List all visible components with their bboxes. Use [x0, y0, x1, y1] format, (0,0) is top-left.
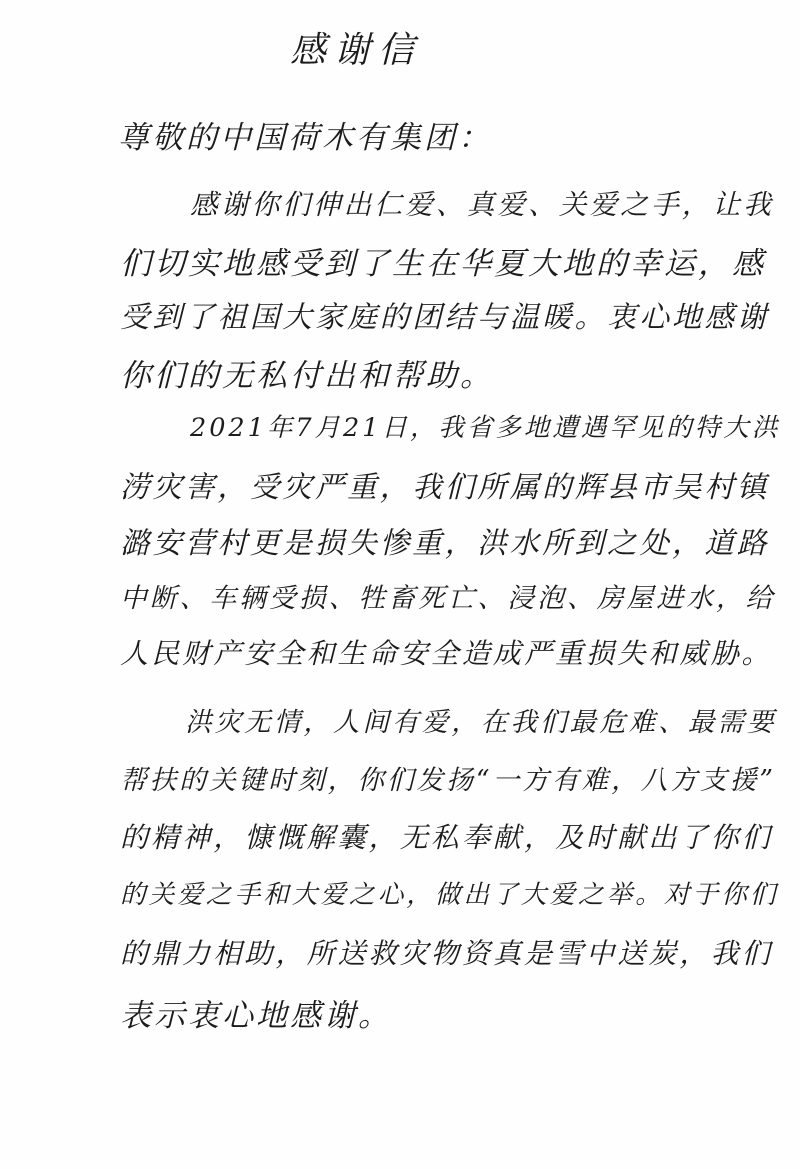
body-line: 的精神，慷慨解囊，无私奉献，及时献出了你们 [120, 821, 773, 854]
body-line: 的关爱之手和大爱之心，做出了大爱之举。对于你们 [120, 880, 779, 910]
body-line: 们切实地感受到了生在华夏大地的幸运，感 [120, 246, 766, 282]
body-line: 你们的无私付出和帮助。 [120, 358, 494, 394]
body-line: 感谢你们伸出仁爱、真爱、关爱之手，让我 [190, 188, 774, 221]
body-line: 洪灾无情，人间有爱，在我们最危难、最需要 [185, 707, 777, 738]
body-line: 帮扶的关键时刻，你们发扬“一方有难，八方支援” [120, 765, 777, 796]
body-line: 潞安营村更是损失惨重，洪水所到之处，道路 [120, 526, 770, 560]
body-line: 涝灾害，受灾严重，我们所属的辉县市吴村镇 [120, 470, 770, 504]
body-line: 中断、车辆受损、牲畜死亡、浸泡、房屋进水，给 [120, 583, 776, 614]
body-line: 人民财产安全和生命安全造成严重损失和威胁。 [120, 637, 773, 670]
letter-salutation: 尊敬的中国荷木有集团： [118, 120, 492, 156]
body-line: 的鼎力相助，所送救灾物资真是雪中送炭，我们 [120, 937, 773, 970]
body-line: 2021年7月21日，我省多地遭遇罕见的特大洪 [190, 413, 781, 443]
body-line: 受到了祖国大家庭的团结与温暖。衷心地感谢 [120, 300, 770, 334]
letter-title: 感谢信 [290, 30, 423, 71]
body-line: 表示衷心地感谢。 [120, 998, 392, 1034]
